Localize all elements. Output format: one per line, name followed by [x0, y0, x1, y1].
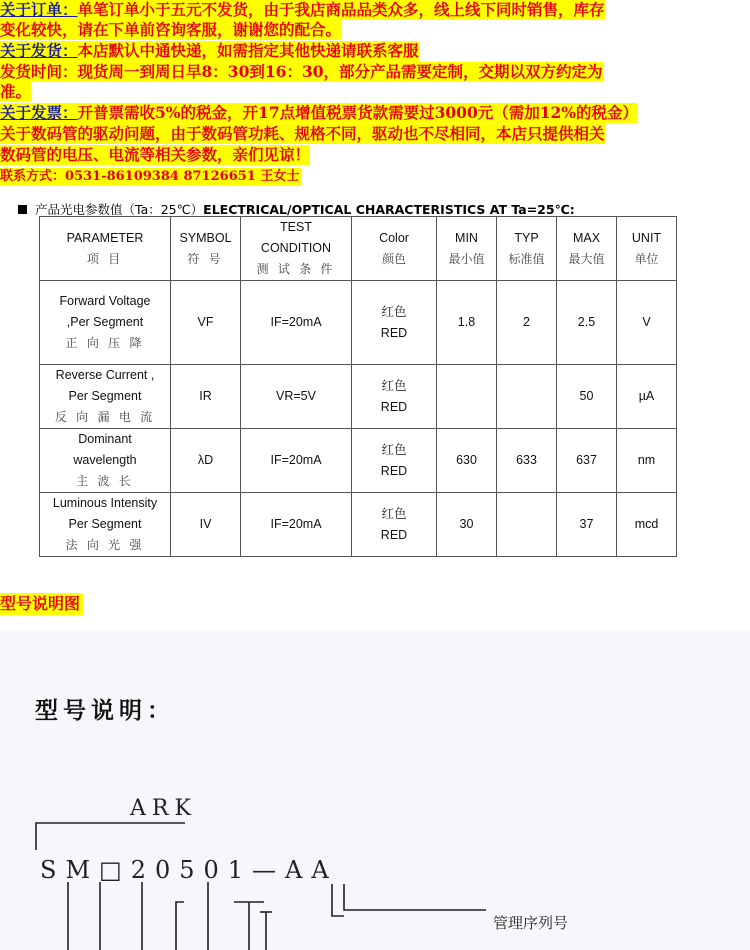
time-text-2: 准。: [0, 82, 32, 101]
unit-cell: µA: [617, 365, 677, 429]
invoice-notice-line: [0, 103, 638, 123]
brand-label: ARK: [130, 796, 197, 821]
param-cell: Dominant wavelength 主 波 长: [40, 429, 171, 493]
unit-cell: nm: [617, 429, 677, 493]
symbol-cell: IR: [171, 365, 241, 429]
shipping-text: 本店默认中通快递，如需指定其他快递请联系客服: [77, 41, 419, 60]
table-title-cn: 产品光电参数值（Ta：25℃）: [35, 202, 204, 217]
color-cell: 红色 RED: [352, 493, 437, 557]
param-cell: Reverse Current , Per Segment 反 向 漏 电 流: [40, 365, 171, 429]
model-code: SM□20501—AA: [40, 856, 338, 884]
time-text: 现货周一到周日早8：30到16：30，部分产品需要定制，交期以双方约定为: [77, 62, 603, 81]
param-cell: Forward Voltage ,Per Segment 正 向 压 降: [40, 281, 171, 365]
symbol-cell: IV: [171, 493, 241, 557]
serial-note: 管理序列号: [493, 914, 569, 932]
color-cell: 红色 RED: [352, 365, 437, 429]
electrical-optical-table: [39, 216, 677, 557]
driver-notice-line: [0, 124, 605, 144]
order-text: 单笔订单小于五元不发货，由于我店商品品类众多，线上线下同时销售，库存: [77, 0, 605, 19]
header-test-condition: TEST CONDITION 测 试 条 件: [241, 217, 352, 281]
model-heading: 型号说明：: [35, 698, 175, 724]
invoice-text: 开普票需收5%的税金，开17点增值税票货款需要过3000元（需加12%的税金）: [77, 103, 639, 122]
driver-text: 关于数码管的驱动问题，由于数码管功耗、规格不同，驱动也不尽相同，本店只提供相关: [0, 124, 605, 143]
model-section-title: 型号说明图: [0, 593, 83, 615]
table-header-row: [40, 217, 677, 281]
unit-cell: V: [617, 281, 677, 365]
min-cell: 30: [437, 493, 497, 557]
header-max: MAX 最大值: [557, 217, 617, 281]
header-color: Color 颜色: [352, 217, 437, 281]
param-cell: Luminous Intensity Per Segment 法 向 光 强: [40, 493, 171, 557]
condition-cell: IF=20mA: [241, 429, 352, 493]
header-min: MIN 最小值: [437, 217, 497, 281]
typ-cell: 633: [497, 429, 557, 493]
invoice-label: 关于发票：: [0, 103, 78, 122]
header-unit: UNIT 单位: [617, 217, 677, 281]
typ-cell: [497, 493, 557, 557]
order-notice-line-2: [0, 20, 341, 40]
table-title-en: ELECTRICAL/OPTICAL CHARACTERISTICS AT Ta=25℃:: [203, 202, 575, 217]
contact-info: 联系方式：0531-86109384 87126651 王女士: [0, 169, 300, 184]
header-typ: TYP 标准值: [497, 217, 557, 281]
min-cell: 630: [437, 429, 497, 493]
condition-cell: IF=20mA: [241, 281, 352, 365]
time-notice-line: [0, 62, 603, 82]
shipping-notice-line: [0, 41, 419, 61]
typ-cell: [497, 365, 557, 429]
max-cell: 37: [557, 493, 617, 557]
condition-cell: IF=20mA: [241, 493, 352, 557]
min-cell: 1.8: [437, 281, 497, 365]
table-row: [40, 493, 677, 557]
driver-text-2: 数码管的电压、电流等相关参数，亲们见谅！: [0, 145, 311, 164]
unit-cell: mcd: [617, 493, 677, 557]
square-bullet-icon: [18, 205, 27, 214]
max-cell: 2.5: [557, 281, 617, 365]
order-notice-line: [0, 0, 605, 20]
model-bracket-lines: [0, 630, 750, 950]
shipping-label: 关于发货：: [0, 41, 78, 60]
table-row: [40, 281, 677, 365]
driver-notice-line-2: [0, 145, 310, 165]
symbol-cell: λD: [171, 429, 241, 493]
order-text-2: 变化较快，请在下单前咨询客服，谢谢您的配合。: [0, 20, 342, 39]
typ-cell: 2: [497, 281, 557, 365]
header-symbol: SYMBOL 符 号: [171, 217, 241, 281]
table-row: [40, 365, 677, 429]
symbol-cell: VF: [171, 281, 241, 365]
max-cell: 637: [557, 429, 617, 493]
max-cell: 50: [557, 365, 617, 429]
model-diagram: [0, 630, 750, 950]
color-cell: 红色 RED: [352, 281, 437, 365]
time-notice-line-2: [0, 82, 31, 102]
time-label: 发货时间：: [0, 62, 78, 81]
order-label: 关于订单：: [0, 0, 78, 19]
color-cell: 红色 RED: [352, 429, 437, 493]
min-cell: [437, 365, 497, 429]
table-row: [40, 429, 677, 493]
condition-cell: VR=5V: [241, 365, 352, 429]
header-parameter: PARAMETER 项 目: [40, 217, 171, 281]
